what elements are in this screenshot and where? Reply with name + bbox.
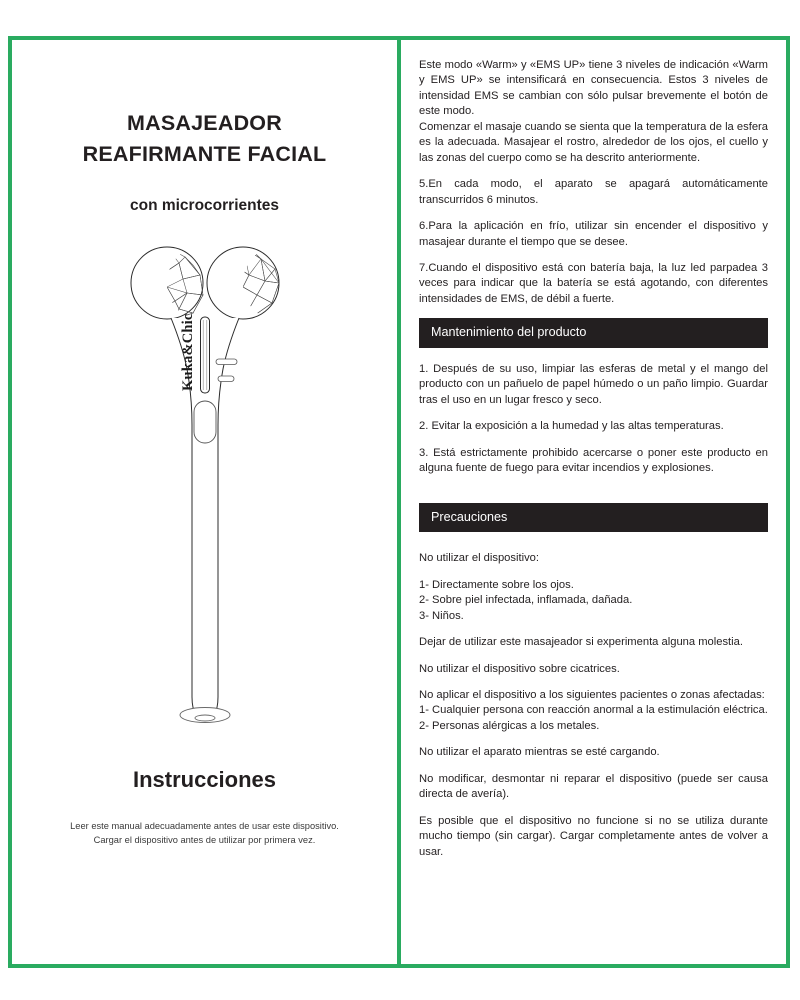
massage-sphere-right-icon [207, 247, 279, 319]
power-button-icon [194, 401, 216, 443]
led-indicator-strip [200, 317, 209, 393]
content-column [401, 40, 786, 964]
maintenance-item-3: 3. Está estrictamente prohibido acercarse o poner este producto en alguna fuente de fuego para evitar incendios y explosiones. [419, 446, 768, 475]
precautions-list-item-3: 3- Niños. [419, 609, 464, 622]
maintenance-item-1: 1. Después de su uso, limpiar las esferas de metal y el mango del producto con un pañuelo de papel húmedo o un paño limpio. Guardar tras el uso en un lugar fresco y seco. [419, 362, 768, 406]
paragraph-start-massage: Comenzar el masaje cuando se sienta que la temperatura de la esfera es la adecuada. Masajear el rostro, alrededor de los ojos, el cuello y las zonas del cuerpo como se ha descrito anteriormente. [419, 120, 768, 164]
precautions-patients-list [419, 703, 768, 734]
maintenance-item-2: 2. Evitar la exposición a la humedad y las altas temperaturas. [419, 420, 724, 433]
precautions-list [419, 578, 768, 624]
page-title [36, 108, 373, 169]
paragraph-item-6: 6.Para la aplicación en frío, utilizar sin encender el dispositivo y masajear durante el tiempo que se desee. [419, 220, 768, 248]
section-header-maintenance: Mantenimiento del producto [419, 318, 768, 348]
paragraph-item-7: 7.Cuando el dispositivo está con batería baja, la luz led parpadea 3 veces para indicar que la batería se está agotando, con diferentes intensidades de EMS, de débil a fuerte. [419, 261, 768, 305]
precautions-list-item-2: 2- Sobre piel infectada, inflamada, dañada. [419, 594, 633, 607]
manual-page-frame [8, 36, 790, 968]
precautions-list-item-1: 1- Directamente sobre los ojos. [419, 578, 574, 591]
cover-subtitle: con microcorrientes [129, 197, 280, 215]
precautions-long-unused: Es posible que el dispositivo no funcione si no se utiliza durante mucho tiempo (sin cargar). Cargar completamente antes de volver a usar. [419, 814, 768, 858]
paragraph-modes: Este modo «Warm» y «EMS UP» tiene 3 niveles de indicación «Warm y EMS UP» se intensificará en consecuencia. Estos 3 niveles de intensidad EMS se cambian con sólo pulsar brevemente el botón de este modo. [419, 59, 768, 118]
precautions-intro: No utilizar el dispositivo: [419, 552, 540, 565]
precautions-patients-item-2: 2- Personas alérgicas a los metales. [419, 719, 600, 732]
device-illustration [105, 229, 305, 759]
cover-note [46, 819, 363, 848]
precautions-charging: No utilizar el aparato mientras se esté cargando. [419, 746, 660, 759]
instructions-heading: Instrucciones [132, 767, 277, 793]
precautions-no-modify: No modificar, desmontar ni reparar el dispositivo (puede ser causa directa de avería). [419, 772, 768, 801]
section-header-precautions: Precauciones [419, 503, 768, 533]
precautions-discomfort: Dejar de utilizar este masajeador si experimenta alguna molestia. [419, 636, 743, 649]
massage-sphere-left-icon [131, 247, 203, 319]
cover-title-line-2: REAFIRMANTE FACIAL [82, 141, 327, 166]
cover-note-line-1: Leer este manual adecuadamente antes de usar este dispositivo. [70, 821, 339, 832]
cover-note-line-2: Cargar el dispositivo antes de utilizar por primera vez. [93, 835, 316, 846]
cover-title-line-1: MASAJEADOR [127, 111, 282, 135]
charging-port-icon [195, 715, 215, 721]
precautions-patients-item-1: 1- Cualquier persona con reacción anormal a la estimulación eléctrica. [419, 704, 768, 717]
precautions-patients-intro: No aplicar el dispositivo a los siguientes pacientes o zonas afectadas: [419, 688, 765, 701]
cover-column [12, 40, 401, 964]
brand-label: Kuka&Chic [179, 313, 196, 392]
paragraph-item-5: 5.En cada modo, el aparato se apagará automáticamente transcurridos 6 minutos. [419, 178, 768, 206]
spacer [419, 488, 768, 499]
precautions-scars: No utilizar el dispositivo sobre cicatrices. [419, 662, 620, 675]
